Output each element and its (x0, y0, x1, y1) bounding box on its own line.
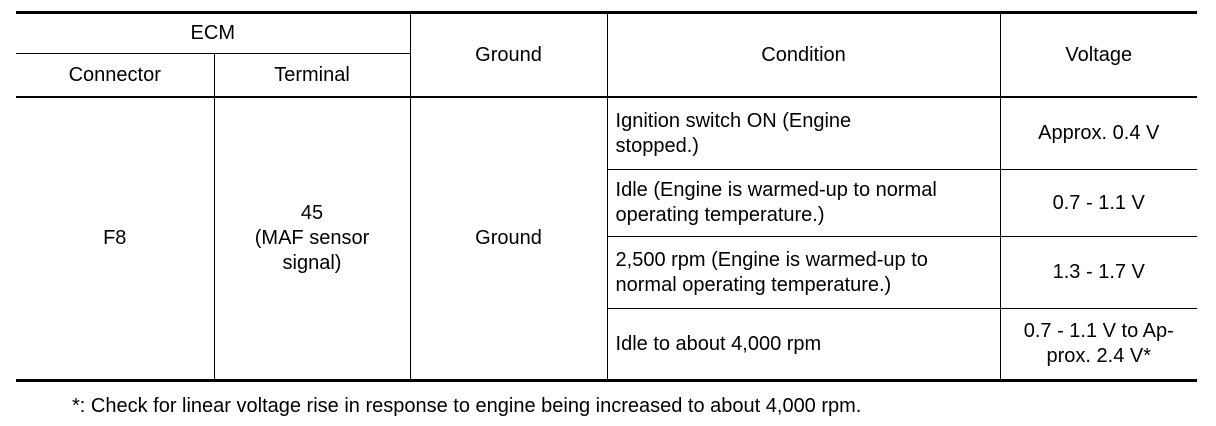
condition-line1: Idle (Engine is warmed-up to normal (615, 179, 937, 201)
condition-line1: Idle to about 4,000 rpm (615, 332, 822, 355)
voltage-line1: 0.7 - 1.1 V (1052, 191, 1145, 214)
condition-cell (607, 237, 1000, 309)
condition-cell (607, 170, 1000, 237)
header-condition: Condition (607, 13, 1000, 98)
voltage-cell (1000, 237, 1197, 309)
condition-line2: normal operating temperature.) (615, 273, 892, 296)
condition-line2: stopped.) (615, 134, 699, 157)
ground-cell (410, 97, 607, 381)
condition-line2: operating temperature.) (615, 204, 825, 226)
terminal-cell (214, 97, 410, 381)
voltage-cell (1000, 170, 1197, 237)
ground-value: Ground (475, 227, 542, 249)
voltage-line2: prox. 2.4 V* (1046, 345, 1152, 367)
voltage-line1: 1.3 - 1.7 V (1052, 261, 1145, 283)
footnote: *: Check for linear voltage rise in response to engine being increased to about 4,000 rpm. (72, 395, 862, 417)
header-ground: Ground (410, 13, 607, 98)
terminal-desc-line2: signal) (282, 252, 342, 274)
header-voltage: Voltage (1000, 13, 1197, 98)
voltage-line1: Approx. 0.4 V (1038, 122, 1160, 144)
connector-value: F8 (103, 227, 127, 249)
header-ecm: ECM (16, 13, 410, 54)
connector-cell (16, 97, 214, 381)
condition-cell (607, 97, 1000, 170)
voltage-cell (1000, 97, 1197, 170)
condition-line1: Ignition switch ON (Engine (615, 109, 852, 132)
voltage-cell (1000, 309, 1197, 381)
header-row-1 (16, 13, 1197, 54)
terminal-number: 45 (300, 202, 324, 224)
header-terminal: Terminal (214, 54, 410, 98)
terminal-desc-line1: (MAF sensor (254, 227, 370, 249)
condition-line1: 2,500 rpm (Engine is warmed-up to (615, 248, 928, 271)
condition-cell (607, 309, 1000, 381)
table-row (16, 97, 1197, 170)
header-connector: Connector (16, 54, 214, 98)
voltage-line1: 0.7 - 1.1 V to Ap- (1023, 320, 1174, 342)
ecm-voltage-table (16, 11, 1197, 382)
